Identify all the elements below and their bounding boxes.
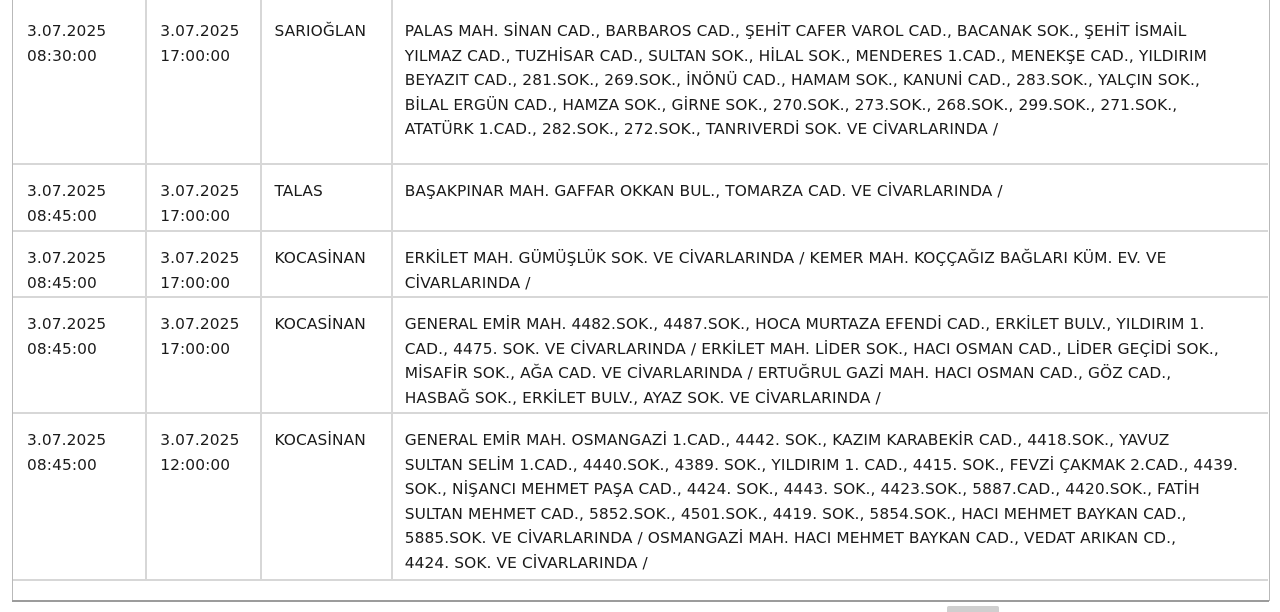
end-date: 3.07.2025 [160, 315, 240, 333]
start-hour: 08:30:00 [27, 46, 97, 65]
table-row [13, 0, 1268, 165]
address-line: SOK., NİŞANCI MEHMET PAŞA CAD., 4424. SOK., 4443. SOK., 4423.SOK., 5887.CAD., 4420.SOK., FATİH [404, 480, 1200, 498]
table-bottom-border [12, 600, 1269, 602]
table-row [13, 165, 1268, 232]
address-line: GENERAL EMİR MAH. OSMANGAZİ 1.CAD., 4442. SOK., KAZIM KARABEKİR CAD., 4418.SOK., YAVUZ [404, 431, 1170, 449]
start-hour: 08:45:00 [27, 455, 97, 474]
start-time-cell [13, 165, 147, 232]
end-date: 3.07.2025 [160, 249, 240, 267]
start-time-cell [13, 0, 147, 165]
start-date: 3.07.2025 [27, 249, 107, 267]
start-date: 3.07.2025 [27, 22, 107, 40]
district-cell: KOCASİNAN [262, 298, 392, 414]
end-time-cell [147, 0, 262, 165]
address-line: 4424. SOK. VE CİVARLARINDA / [404, 553, 648, 572]
district-cell: SARIOĞLAN [262, 0, 392, 165]
district-cell: TALAS [262, 165, 392, 232]
start-hour: 08:45:00 [27, 273, 97, 292]
address-line: SULTAN MEHMET CAD., 5852.SOK., 4501.SOK., 4419. SOK., 5854.SOK., HACI MEHMET BAYKAN CAD., [404, 504, 1187, 523]
address-line: YILMAZ CAD., TUZHİSAR CAD., SULTAN SOK., HİLAL SOK., MENDERES 1.CAD., MENEKŞE CAD., YILDIRIM [404, 46, 1208, 65]
end-date: 3.07.2025 [160, 22, 240, 40]
end-hour: 17:00:00 [160, 206, 231, 225]
address-line: CAD., 4475. SOK. VE CİVARLARINDA / ERKİLET MAH. LİDER SOK., HACI OSMAN CAD., LİDER GEÇİDİ SOK., [404, 339, 1219, 358]
address-line: ATATÜRK 1.CAD., 282.SOK., 272.SOK., TANRIVERDİ SOK. VE CİVARLARINDA / [404, 120, 999, 138]
end-time-cell [147, 232, 262, 298]
start-date: 3.07.2025 [27, 431, 107, 449]
start-date: 3.07.2025 [27, 182, 107, 200]
address-line: SULTAN SELİM 1.CAD., 4440.SOK., 4389. SOK., YILDIRIM 1. CAD., 4415. SOK., FEVZİ ÇAKMAK 2.CAD., 4439. [404, 455, 1238, 474]
start-hour: 08:45:00 [27, 339, 97, 358]
end-hour: 17:00:00 [160, 46, 231, 65]
end-hour: 17:00:00 [160, 273, 231, 292]
address-line: BAŞAKPINAR MAH. GAFFAR OKKAN BUL., TOMARZA CAD. VE CİVARLARINDA / [404, 182, 1003, 200]
address-cell [393, 414, 1268, 581]
end-date: 3.07.2025 [160, 431, 240, 449]
district-cell: KOCASİNAN [262, 414, 392, 581]
start-hour: 08:45:00 [27, 206, 97, 225]
start-time-cell [13, 414, 147, 581]
address-cell [393, 298, 1268, 414]
address-line: PALAS MAH. SİNAN CAD., BARBAROS CAD., ŞEHİT CAFER VAROL CAD., BACANAK SOK., ŞEHİT İSMAİL [404, 22, 1187, 40]
start-time-cell [13, 298, 147, 414]
table-row [13, 298, 1268, 414]
address-line: ERKİLET MAH. GÜMÜŞLÜK SOK. VE CİVARLARINDA / KEMER MAH. KOÇÇAĞIZ BAĞLARI KÜM. EV. VE [404, 249, 1167, 267]
address-cell [393, 165, 1268, 232]
address-line: GENERAL EMİR MAH. 4482.SOK., 4487.SOK., HOCA MURTAZA EFENDİ CAD., ERKİLET BULV., YILDIRIM 1. [404, 315, 1205, 333]
end-hour: 12:00:00 [160, 455, 231, 474]
end-hour: 17:00:00 [160, 339, 231, 358]
address-line: BEYAZIT CAD., 281.SOK., 269.SOK., İNÖNÜ CAD., HAMAM SOK., KANUNİ CAD., 283.SOK., YALÇIN SOK., [404, 71, 1200, 89]
outage-table [13, 0, 1268, 581]
address-cell [393, 0, 1268, 165]
address-line: MİSAFİR SOK., AĞA CAD. VE CİVARLARINDA / ERTUĞRUL GAZİ MAH. HACI OSMAN CAD., GÖZ CAD., [404, 364, 1172, 382]
table-row [13, 232, 1268, 298]
end-time-cell [147, 298, 262, 414]
address-cell [393, 232, 1268, 298]
address-line: HASBAĞ SOK., ERKİLET BULV., AYAZ SOK. VE CİVARLARINDA / [404, 388, 881, 407]
start-time-cell [13, 232, 147, 298]
end-time-cell [147, 165, 262, 232]
end-time-cell [147, 414, 262, 581]
address-line: 5885.SOK. VE CİVARLARINDA / OSMANGAZİ MAH. HACI MEHMET BAYKAN CAD., VEDAT ARIKAN CD., [404, 529, 1177, 547]
end-date: 3.07.2025 [160, 182, 240, 200]
address-line: BİLAL ERGÜN CAD., HAMZA SOK., GİRNE SOK., 270.SOK., 273.SOK., 268.SOK., 299.SOK., 271.SOK., [404, 95, 1178, 114]
start-date: 3.07.2025 [27, 315, 107, 333]
scroll-handle[interactable] [947, 606, 999, 612]
table-row [13, 414, 1268, 581]
district-cell: KOCASİNAN [262, 232, 392, 298]
address-line: CİVARLARINDA / [404, 273, 531, 292]
